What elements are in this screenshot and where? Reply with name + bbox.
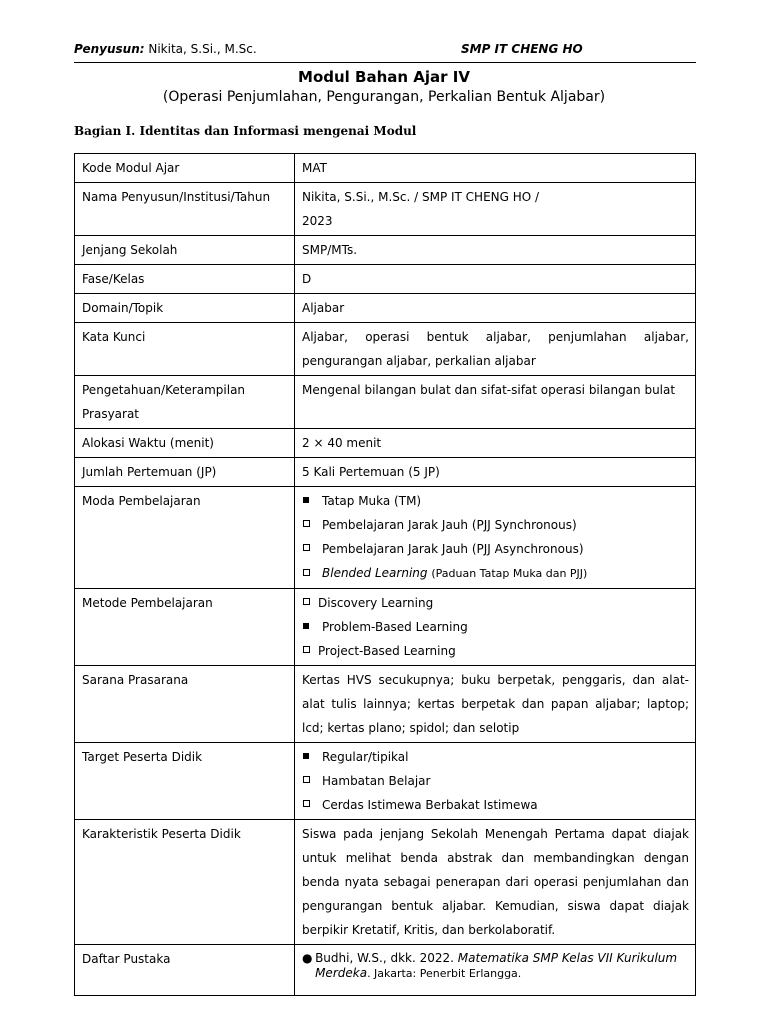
option-label: Pembelajaran Jarak Jauh (PJJ Synchronous) (322, 518, 577, 532)
row-value: Aljabar, operasi bentuk aljabar, penjumlahan aljabar, pengurangan aljabar, perkalian aljabar (295, 323, 696, 376)
option-label: Project-Based Learning (318, 644, 456, 658)
unchecked-box-icon (302, 591, 318, 615)
option-item (302, 513, 689, 537)
table-row (75, 154, 696, 183)
checked-box-icon (302, 615, 322, 639)
option-label: Tatap Muka (TM) (322, 494, 422, 508)
bib-publisher: . Jakarta: Penerbit Erlangga. (367, 967, 522, 980)
option-item (302, 591, 689, 615)
table-row (75, 376, 696, 429)
option-label: Cerdas Istimewa Berbakat Istimewa (322, 798, 538, 812)
row-value (295, 183, 696, 236)
row-key: Moda Pembelajaran (75, 487, 295, 589)
row-value: SMP/MTs. (295, 236, 696, 265)
row-key: Jumlah Pertemuan (JP) (75, 458, 295, 487)
row-value: Aljabar (295, 294, 696, 323)
table-row (75, 743, 696, 820)
row-key: Kode Modul Ajar (75, 154, 295, 183)
row-key: Sarana Prasarana (75, 666, 295, 743)
row-value (295, 487, 696, 589)
option-label: Discovery Learning (318, 596, 434, 610)
row-key: Domain/Topik (75, 294, 295, 323)
row-key: Pengetahuan/Keterampilan Prasyarat (75, 376, 295, 429)
table-row (75, 458, 696, 487)
bibliography-item (302, 947, 689, 993)
author-label: Penyusun: (74, 42, 145, 56)
row-key: Jenjang Sekolah (75, 236, 295, 265)
option-item (302, 745, 689, 769)
option-label: Problem-Based Learning (322, 620, 468, 634)
header-divider (74, 62, 696, 63)
option-item (302, 489, 689, 513)
row-value (295, 743, 696, 820)
row-key: Daftar Pustaka (75, 945, 295, 996)
author-name: Nikita, S.Si., M.Sc. (148, 42, 257, 56)
page-subtitle: (Operasi Penjumlahan, Pengurangan, Perkalian Bentuk Aljabar) (162, 89, 606, 105)
table-row (75, 323, 696, 376)
table-row (75, 666, 696, 743)
unchecked-box-icon (302, 793, 322, 817)
row-key: Karakteristik Peserta Didik (75, 820, 295, 945)
table-row (75, 429, 696, 458)
table-row (75, 945, 696, 996)
table-row (75, 183, 696, 236)
row-key: Fase/Kelas (75, 265, 295, 294)
row-key: Nama Penyusun/Institusi/Tahun (75, 183, 295, 236)
checked-box-icon (302, 489, 322, 513)
option-item (302, 793, 689, 817)
checked-box-icon (302, 745, 322, 769)
row-key: Target Peserta Didik (75, 743, 295, 820)
bib-book-title: Matematika SMP Kelas VII Kurikulum Merdeka (315, 951, 678, 980)
row-value: Kertas HVS secukupnya; buku berpetak, penggaris, dan alat-alat tulis lainnya; kertas berpetak dan papan aljabar; laptop; lcd; kertas plano; spidol; dan selotip (295, 666, 696, 743)
row-key: Metode Pembelajaran (75, 589, 295, 666)
option-item (302, 537, 689, 561)
option-item (302, 561, 689, 586)
page-header (74, 42, 694, 60)
option-label: Pembelajaran Jarak Jauh (PJJ Asynchronous) (322, 542, 584, 556)
unchecked-box-icon (302, 513, 322, 537)
bullet-icon: ● (302, 951, 313, 965)
bib-authors: Budhi, W.S., dkk. 2022. (315, 951, 454, 965)
option-label: Regular/tipikal (322, 750, 409, 764)
row-key: Kata Kunci (75, 323, 295, 376)
row-key: Alokasi Waktu (menit) (75, 429, 295, 458)
row-value (295, 589, 696, 666)
option-label: Hambatan Belajar (322, 774, 431, 788)
table-row (75, 265, 696, 294)
option-label-rest: (Paduan Tatap Muka dan PJJ) (431, 567, 588, 580)
unchecked-box-icon (302, 537, 322, 561)
table-row (75, 487, 696, 589)
bibliography-text (315, 951, 689, 981)
section-heading: Bagian I. Identitas dan Informasi mengenai Modul (74, 124, 417, 138)
row-value: D (295, 265, 696, 294)
table-row (75, 589, 696, 666)
option-label-italic: Blended Learning (322, 566, 428, 580)
table-row (75, 294, 696, 323)
option-item (302, 639, 689, 663)
unchecked-box-icon (302, 562, 322, 586)
module-info-table (74, 153, 696, 996)
unchecked-box-icon (302, 769, 322, 793)
row-value: 5 Kali Pertemuan (5 JP) (295, 458, 696, 487)
row-value: MAT (295, 154, 696, 183)
author-line (74, 42, 257, 56)
option-label (322, 561, 587, 586)
row-value (295, 945, 696, 996)
table-row (75, 820, 696, 945)
option-item (302, 769, 689, 793)
school-name: SMP IT CHENG HO (461, 42, 583, 56)
row-value: 2 × 40 menit (295, 429, 696, 458)
value-line: Nikita, S.Si., M.Sc. / SMP IT CHENG HO / (302, 190, 540, 204)
value-line: 2023 (302, 214, 333, 228)
unchecked-box-icon (302, 639, 318, 663)
page-title: Modul Bahan Ajar IV (298, 68, 470, 86)
table-row (75, 236, 696, 265)
row-value: Mengenal bilangan bulat dan sifat-sifat operasi bilangan bulat (295, 376, 696, 429)
row-value: Siswa pada jenjang Sekolah Menengah Pertama dapat diajak untuk melihat benda abstrak dan membandingkan dengan benda nyata sebagai penerapan dari operasi penjumlahan dan pengurangan bentuk aljabar. Kemudian, siswa dapat diajak berpikir Kretatif, Kritis, dan berkolaboratif. (295, 820, 696, 945)
option-item (302, 615, 689, 639)
